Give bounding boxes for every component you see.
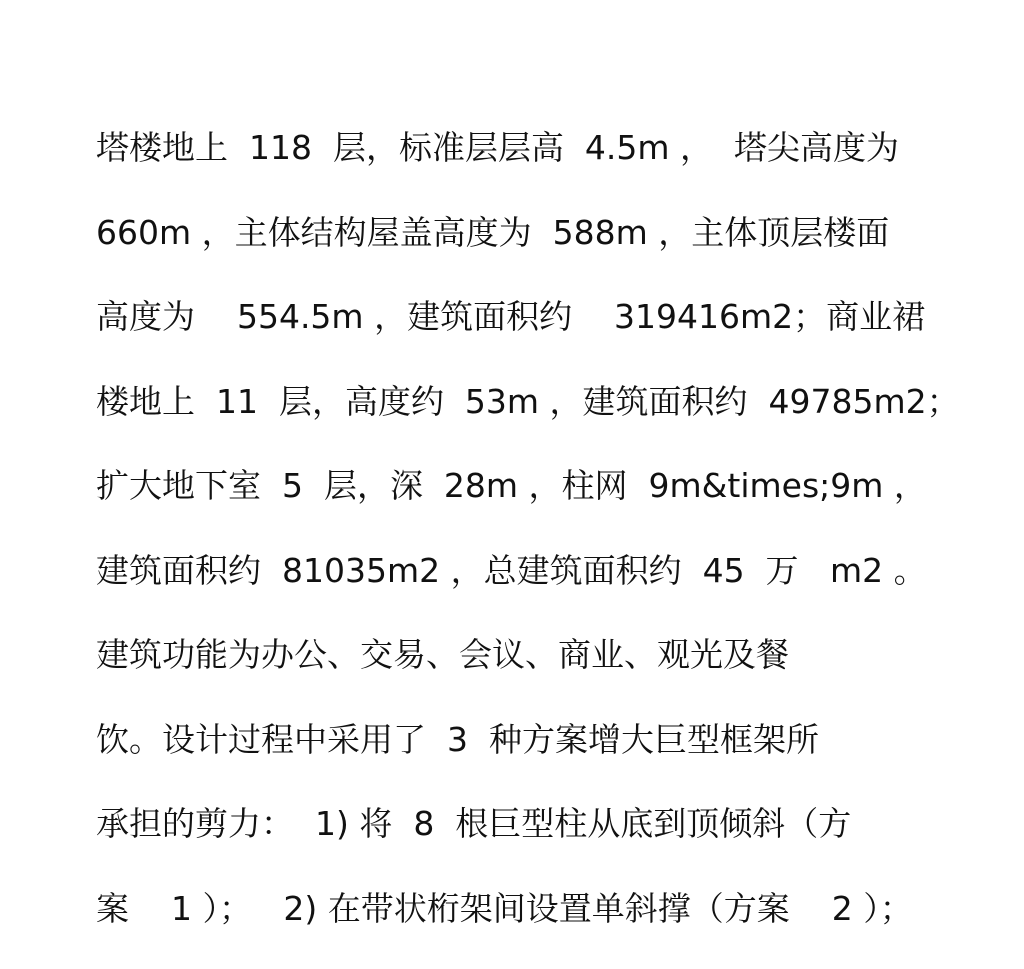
text-line: 660m ，主体结构屋盖高度为 588m ，主体顶层楼面 xyxy=(96,212,890,252)
text-line: 建筑面积约 81035m2 ，总建筑面积约 45 万 m2 。 xyxy=(96,550,927,590)
text-line: 饮。设计过程中采用了 3 种方案增大巨型框架所 xyxy=(96,719,819,759)
text-line: 塔楼地上 118 层，标准层层高 4.5m ， 塔尖高度为 xyxy=(96,128,900,167)
text-line: 高度为 554.5m ，建筑面积约 319416m2；商业裙 xyxy=(96,297,926,336)
text-line: 楼地上 11 层，高度约 53m ，建筑面积约 49785m2； xyxy=(96,381,960,421)
text-line: 承担的剪力： 1) 将 8 根巨型柱从底到顶倾斜（方 xyxy=(96,804,852,843)
text-line: 扩大地下室 5 层，深 28m ，柱网 9m&times;9m ， xyxy=(96,466,927,505)
text-line: 建筑功能为办公、交易、会议、商业、观光及餐 xyxy=(96,635,789,674)
paragraph xyxy=(96,106,976,951)
text-line: 案 1 ）； 2) 在带状桁架间设置单斜撑（方案 2 ）； xyxy=(96,888,913,928)
